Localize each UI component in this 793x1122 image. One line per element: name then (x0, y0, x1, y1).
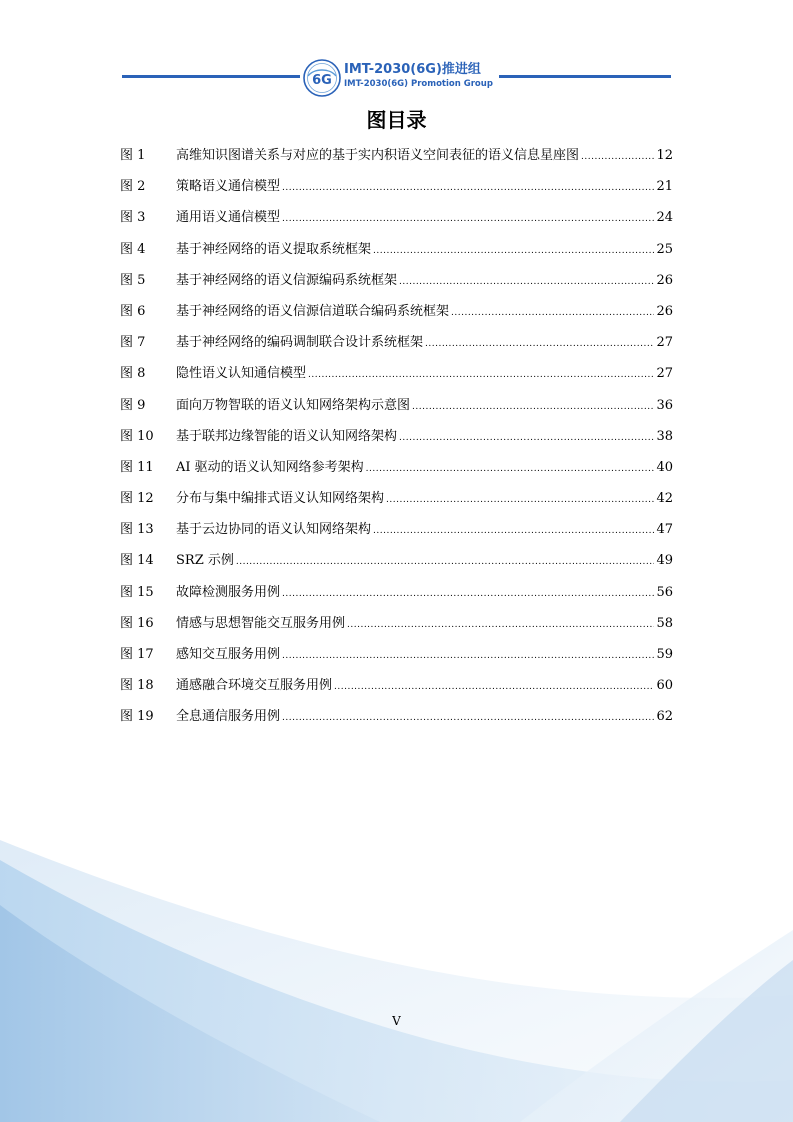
toc-entry-page: 47 (656, 522, 673, 538)
toc-entry-page: 49 (656, 553, 673, 569)
toc-entry-title: 全息通信服务用例 (176, 709, 281, 725)
toc-entry-page: 27 (656, 366, 673, 382)
toc-entry-page: 25 (656, 241, 673, 257)
toc-entry-page: 60 (656, 678, 673, 694)
toc-entry[interactable] (120, 519, 673, 550)
toc-entry-page: 36 (656, 397, 673, 413)
toc-entry[interactable] (120, 301, 673, 332)
figure-list (120, 145, 673, 738)
toc-entry-number: 图 14 (120, 553, 154, 569)
toc-leader-dots (282, 645, 654, 667)
toc-entry-title: 基于神经网络的语义信源信道联合编码系统框架 (176, 303, 450, 319)
toc-entry[interactable] (120, 582, 673, 613)
toc-entry[interactable] (120, 675, 673, 706)
toc-entry-page: 21 (656, 179, 673, 195)
org-name: IMT-2030(6G)推进组 (344, 62, 481, 77)
toc-leader-dots (412, 396, 654, 418)
toc-entry-title: 分布与集中编排式语义认知网络架构 (176, 491, 385, 507)
toc-leader-dots (386, 489, 654, 511)
toc-leader-dots (425, 333, 654, 355)
toc-entry[interactable] (120, 207, 673, 238)
toc-entry-title: AI 驱动的语义认知网络参考架构 (176, 459, 364, 475)
toc-leader-dots (282, 208, 654, 230)
6g-logo-icon (302, 58, 342, 98)
toc-entry-title: 策略语义通信模型 (176, 179, 281, 195)
toc-leader-dots (334, 676, 654, 698)
toc-entry[interactable] (120, 239, 673, 270)
toc-entry-number: 图 11 (120, 459, 154, 475)
toc-entry-page: 26 (656, 272, 673, 288)
toc-entry-title: 基于神经网络的语义信源编码系统框架 (176, 272, 398, 288)
toc-entry[interactable] (120, 613, 673, 644)
toc-entry-page: 59 (656, 647, 673, 662)
toc-entry-number: 图 19 (120, 709, 154, 725)
toc-entry[interactable] (120, 457, 673, 488)
toc-entry-number: 图 10 (120, 428, 154, 444)
toc-entry-page: 40 (656, 459, 673, 475)
toc-entry[interactable] (120, 644, 673, 675)
toc-entry-page: 42 (656, 491, 673, 507)
toc-entry-title: 高维知识图谱关系与对应的基于实内积语义空间表征的语义信息星座图 (176, 148, 580, 163)
toc-entry-page: 62 (656, 709, 673, 725)
page-number: V (392, 1014, 401, 1028)
toc-entry[interactable] (120, 550, 673, 581)
toc-leader-dots (282, 583, 654, 605)
toc-leader-dots (451, 302, 654, 324)
toc-leader-dots (373, 240, 654, 262)
toc-leader-dots (236, 551, 655, 573)
toc-entry-number: 图 13 (120, 522, 154, 538)
toc-entry-number: 图 5 (120, 272, 146, 288)
toc-entry-number: 图 9 (120, 397, 146, 413)
toc-leader-dots (366, 458, 655, 480)
toc-entry-title: 基于联邦边缘智能的语义认知网络架构 (176, 428, 398, 444)
toc-entry[interactable] (120, 706, 673, 737)
toc-leader-dots (581, 146, 654, 168)
toc-entry-page: 56 (656, 584, 673, 600)
org-name-block (344, 62, 498, 90)
toc-entry-number: 图 12 (120, 491, 154, 507)
org-name-en: IMT-2030(6G) Promotion Group (344, 79, 493, 89)
toc-entry-number: 图 1 (120, 148, 146, 163)
toc-entry-title: 基于神经网络的语义提取系统框架 (176, 241, 372, 257)
toc-entry-title: 面向万物智联的语义认知网络架构示意图 (176, 397, 411, 413)
toc-entry[interactable] (120, 176, 673, 207)
toc-entry-number: 图 4 (120, 241, 146, 257)
page-title: 图目录 (366, 108, 427, 132)
toc-entry-page: 26 (656, 303, 673, 319)
toc-entry[interactable] (120, 332, 673, 363)
toc-leader-dots (399, 271, 654, 293)
toc-entry-number: 图 7 (120, 335, 146, 351)
toc-entry-number: 图 16 (120, 615, 154, 631)
toc-entry-title: 通感融合环境交互服务用例 (176, 678, 333, 694)
toc-entry-number: 图 17 (120, 647, 154, 662)
toc-entry-number: 图 15 (120, 584, 154, 600)
toc-entry-title: 故障检测服务用例 (176, 584, 281, 600)
toc-leader-dots (347, 614, 654, 636)
toc-entry-number: 图 2 (120, 179, 146, 195)
header-rule-left (122, 75, 300, 78)
toc-entry[interactable] (120, 145, 673, 176)
header-rule-right (499, 75, 671, 78)
page-header (0, 56, 793, 100)
toc-entry-page: 24 (656, 210, 673, 226)
toc-entry-number: 图 8 (120, 366, 146, 382)
toc-entry[interactable] (120, 488, 673, 519)
toc-entry[interactable] (120, 363, 673, 394)
toc-entry[interactable] (120, 426, 673, 457)
toc-entry-title: 基于神经网络的编码调制联合设计系统框架 (176, 335, 424, 351)
toc-entry-title: SRZ 示例 (176, 553, 234, 569)
toc-entry-title: 感知交互服务用例 (176, 647, 281, 662)
toc-entry[interactable] (120, 395, 673, 426)
toc-entry-title: 隐性语义认知通信模型 (176, 366, 307, 382)
toc-entry-title: 基于云边协同的语义认知网络架构 (176, 522, 372, 538)
svg-text:6G: 6G (312, 73, 332, 88)
toc-entry-number: 图 6 (120, 303, 146, 319)
toc-leader-dots (282, 707, 654, 729)
toc-leader-dots (308, 364, 654, 386)
toc-entry-page: 58 (656, 615, 673, 631)
toc-leader-dots (282, 177, 654, 199)
toc-entry-page: 27 (656, 335, 673, 351)
toc-leader-dots (373, 520, 654, 542)
toc-entry[interactable] (120, 270, 673, 301)
toc-leader-dots (399, 427, 654, 449)
toc-entry-page: 12 (656, 148, 673, 163)
toc-entry-title: 情感与思想智能交互服务用例 (176, 615, 346, 631)
toc-entry-title: 通用语义通信模型 (176, 210, 281, 226)
toc-entry-number: 图 3 (120, 210, 146, 226)
toc-entry-number: 图 18 (120, 678, 154, 694)
toc-entry-page: 38 (656, 428, 673, 444)
